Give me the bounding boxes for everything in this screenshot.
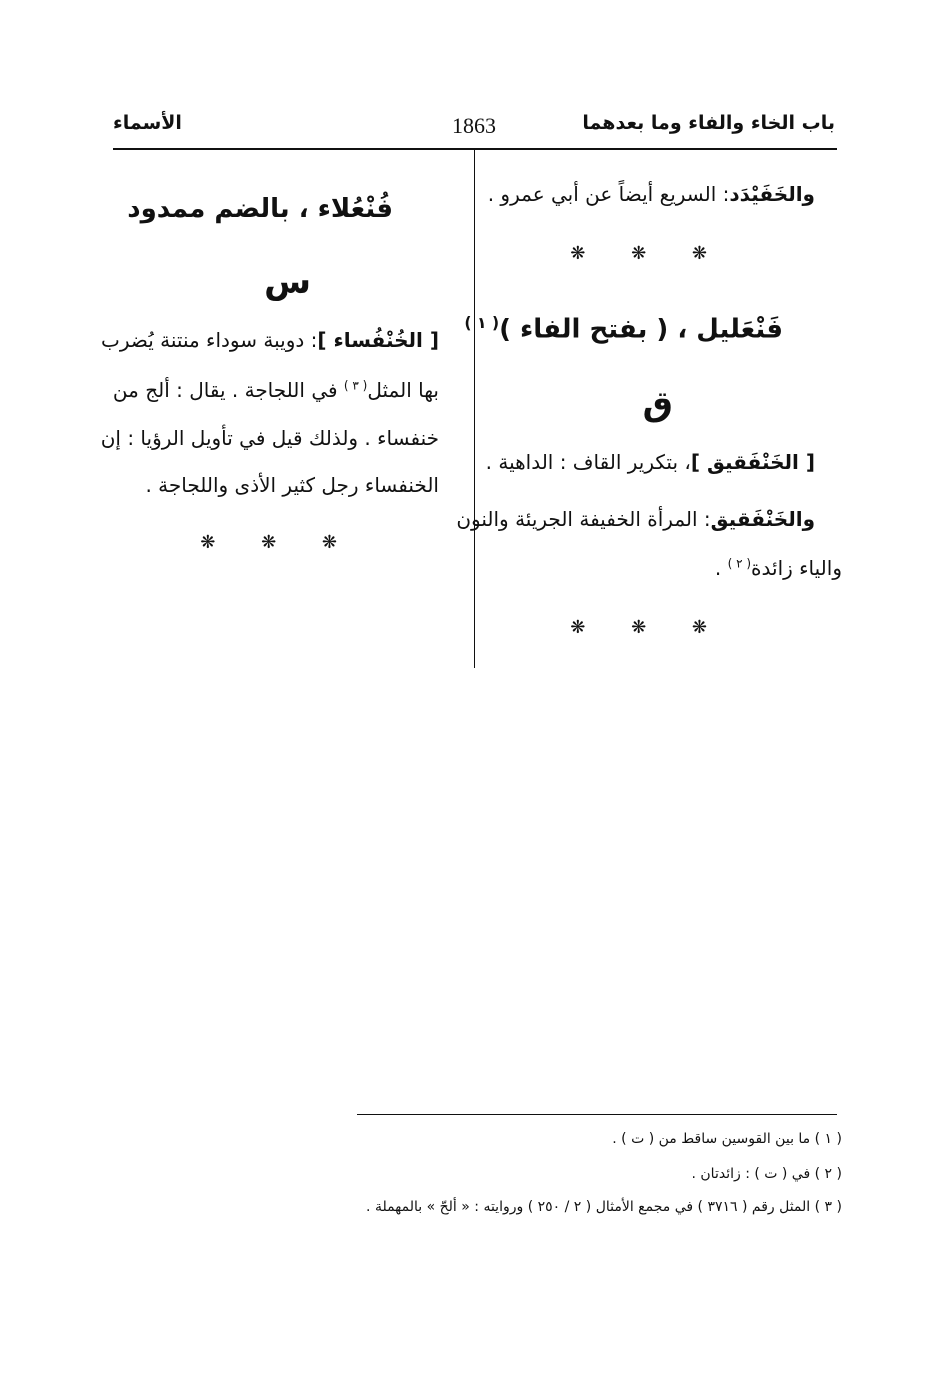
running-header-right: باب الخاء والفاء وما بعدهما (582, 112, 835, 134)
header-rule (113, 148, 837, 150)
entry-khunfusa (101, 328, 439, 352)
entry-khanfaqiq-line2 (715, 556, 842, 580)
footnote-1: ( ١ ) ما بين القوسين ساقط من ( ت ) . (612, 1131, 842, 1147)
entry-khanfaqiq (486, 450, 815, 474)
footnote-2: ( ٢ ) في ( ت ) : زائدتان . (691, 1166, 842, 1182)
entry-term: [ الخُنْفُساء ] (317, 328, 439, 352)
entry-term: والخَنْفَقيق (710, 507, 815, 531)
entry-end: . (714, 556, 728, 580)
entry-text: : المرأة الخفيفة الجريئة والنون (456, 507, 711, 531)
section-separator: ❋ ❋ ❋ (570, 243, 727, 264)
heading-text: فَنْعَليل ، ( بفتح الفاء ) (499, 314, 783, 345)
section-separator: ❋ ❋ ❋ (570, 617, 727, 638)
footnote-3: ( ٣ ) المثل رقم ( ٣٧١٦ ) في مجمع الأمثال ( ٢ / ٢٥٠ ) وروايته : « ألحّ » بالمهملة . (366, 1199, 842, 1215)
entry-text: : السريع أيضاً عن أبي عمرو . (487, 182, 730, 206)
entry-term: والخَفَيْدَد (729, 182, 815, 206)
entry-text: والياء زائدة (751, 556, 842, 580)
entry-text: ، بتكرير القاف : الداهية . (485, 450, 691, 474)
section-heading-funula: فُنْعُلاء ، بالضم ممدود (127, 194, 393, 224)
entry-text: بها المثل (367, 378, 439, 402)
section-separator: ❋ ❋ ❋ (200, 532, 357, 553)
letter-heading-sin: س (264, 262, 311, 302)
footnote-ref: ( ١ ) (464, 314, 500, 332)
entry-line: خنفساء . ولذلك قيل في تأويل الرؤيا : إن (100, 426, 439, 450)
page-number: 1863 (452, 113, 496, 138)
column-divider (474, 150, 475, 668)
section-heading-fanalil (464, 314, 783, 345)
footnote-ref: ( ٣ ) (343, 378, 368, 393)
entry-term: [ الخَنْفَقيق ] (690, 450, 815, 474)
running-header-left: الأسماء (113, 112, 182, 134)
entry-khafaydad (488, 182, 815, 206)
entry-text: : دويبة سوداء منتنة يُضرب (101, 328, 318, 352)
entry-line (113, 378, 439, 402)
footnote-rule (357, 1114, 837, 1115)
footnote-ref: ( ٢ ) (727, 556, 752, 571)
entry-text: في اللجاجة . يقال : ألج من (112, 378, 344, 402)
letter-heading-qaf: ق (642, 384, 673, 424)
entry-khanfaqiq-woman (456, 507, 815, 531)
entry-line: الخنفساء رجل كثير الأذى واللجاجة . (145, 473, 439, 497)
